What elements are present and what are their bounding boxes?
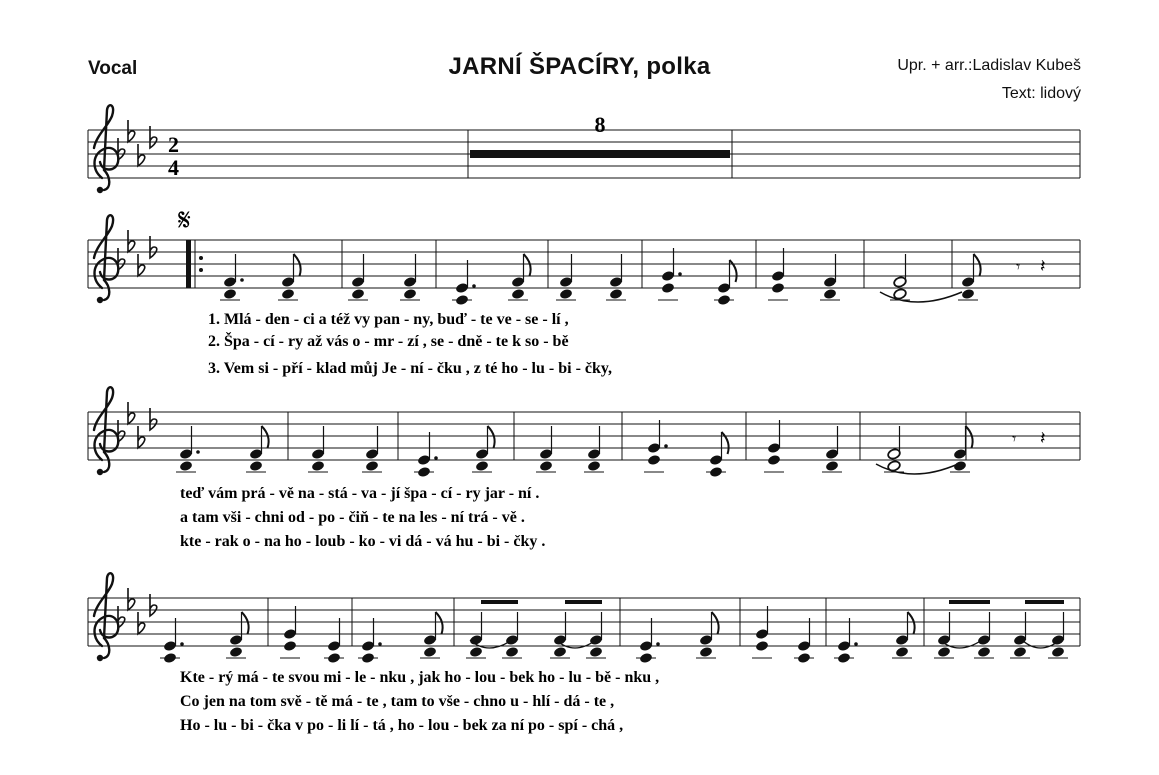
notehead	[825, 460, 839, 472]
notehead	[311, 460, 325, 472]
note-flag	[712, 612, 719, 634]
notehead	[709, 466, 723, 478]
augmentation-dot	[656, 642, 660, 646]
notehead	[559, 288, 573, 300]
treble-clef-icon	[94, 215, 118, 303]
augmentation-dot	[196, 450, 200, 454]
staff-system-1	[88, 105, 1080, 193]
notehead	[179, 460, 193, 472]
key-signature	[118, 588, 157, 634]
time-signature	[168, 132, 179, 180]
quarter-rest-icon: 𝄽	[1040, 428, 1046, 449]
notehead	[717, 294, 731, 306]
notehead	[797, 652, 811, 664]
notehead	[423, 646, 437, 658]
lyrics-system-2	[208, 311, 612, 377]
notehead	[229, 646, 243, 658]
staff-system-3	[88, 387, 1080, 478]
notehead	[755, 640, 769, 652]
augmentation-dot	[378, 642, 382, 646]
note-beam	[481, 600, 518, 604]
notehead	[639, 652, 653, 664]
notehead	[539, 460, 553, 472]
notehead	[1013, 646, 1027, 658]
multi-measure-rest	[470, 150, 730, 158]
segno-icon: 𝄋	[178, 203, 191, 238]
notehead	[283, 640, 297, 652]
augmentation-dot	[854, 642, 858, 646]
treble-clef-icon	[94, 573, 118, 661]
notehead	[505, 646, 519, 658]
staff-system-2	[88, 203, 1080, 306]
notehead	[223, 288, 237, 300]
note-beam	[565, 600, 602, 604]
quarter-rest-icon: 𝄽	[1040, 256, 1046, 277]
notehead	[977, 646, 991, 658]
lyrics-system-3	[180, 485, 545, 550]
multirest-count: 8	[594, 112, 606, 137]
note-flag	[908, 612, 915, 634]
notehead	[365, 460, 379, 472]
notehead	[1051, 646, 1065, 658]
lyric-line: 3. Vem si - pří - klad můj Je - ní - čku , z té ho - lu - bi - čky,	[208, 360, 613, 377]
notehead	[823, 288, 837, 300]
notehead	[163, 652, 177, 664]
notehead	[469, 646, 483, 658]
augmentation-dot	[180, 642, 184, 646]
notehead	[937, 646, 951, 658]
note-flag	[488, 426, 495, 448]
notehead	[361, 652, 375, 664]
notehead	[417, 466, 431, 478]
key-signature	[118, 120, 157, 166]
eighth-rest-icon: 𝄾	[1012, 429, 1017, 448]
treble-clef-icon	[94, 387, 118, 475]
note-flag	[966, 426, 973, 448]
svg-text:4: 4	[168, 155, 179, 180]
treble-clef-icon	[94, 105, 118, 193]
lyric-line: 2. Špa - cí - ry až vás o - mr - zí , se - dně - te k so - bě	[208, 333, 569, 350]
lyric-line: kte - rak o - na ho - loub - ko - vi dá - vá hu - bi - čky .	[180, 533, 546, 550]
notehead	[475, 460, 489, 472]
notehead	[589, 646, 603, 658]
notehead	[553, 646, 567, 658]
staff-system-4	[88, 573, 1080, 664]
page-title: JARNÍ ŠPACÍRY, polka	[448, 53, 711, 80]
svg-text:2: 2	[168, 132, 179, 157]
key-signature	[118, 402, 157, 448]
part-name: Vocal	[88, 58, 138, 79]
lyric-line: Ho - lu - bi - čka v po - li lí - tá , ho - lou - bek za ní po - spí - chá ,	[180, 717, 624, 734]
lyric-line: Co jen na tom svě - tě má - te , tam to vše - chno u - hlí - dá - te ,	[180, 693, 615, 710]
note-flag	[262, 426, 269, 448]
lyric-line: 1. Mlá - den - ci a též vy pan - ny, buď - te ve - se - lí ,	[208, 311, 569, 328]
lyricist-credit: Text: lidový	[1001, 85, 1081, 102]
note-beam	[1025, 600, 1064, 604]
notehead	[281, 288, 295, 300]
notehead	[327, 652, 341, 664]
eighth-rest-icon: 𝄾	[1016, 257, 1021, 276]
augmentation-dot	[664, 444, 668, 448]
note-flag	[524, 254, 531, 276]
note-beam	[949, 600, 990, 604]
augmentation-dot	[434, 456, 438, 460]
augmentation-dot	[240, 278, 244, 282]
notehead	[511, 288, 525, 300]
notehead	[647, 454, 661, 466]
notehead	[351, 288, 365, 300]
notehead	[661, 282, 675, 294]
notehead	[771, 282, 785, 294]
key-signature	[118, 230, 157, 276]
notehead	[609, 288, 623, 300]
lyric-line: Kte - rý má - te svou mi - le - nku , jak ho - lou - bek ho - lu - bě - nku ,	[180, 669, 660, 686]
augmentation-dot	[472, 284, 476, 288]
notehead	[699, 646, 713, 658]
note-flag	[722, 432, 729, 454]
notehead	[961, 288, 975, 300]
notehead	[837, 652, 851, 664]
notehead	[455, 294, 469, 306]
arranger-credit: Upr. + arr.:Ladislav Kubeš	[897, 57, 1081, 74]
lyrics-system-4	[180, 669, 659, 734]
note-flag	[730, 260, 737, 282]
lyric-line: teď vám prá - vě na - stá - va - jí špa - cí - ry jar - ní .	[180, 485, 540, 502]
notehead	[249, 460, 263, 472]
notehead	[403, 288, 417, 300]
note-flag	[436, 612, 443, 634]
note-flag	[974, 254, 981, 276]
notehead	[587, 460, 601, 472]
notehead	[895, 646, 909, 658]
notehead	[767, 454, 781, 466]
note-flag	[294, 254, 301, 276]
augmentation-dot	[678, 272, 682, 276]
note-flag	[242, 612, 249, 634]
lyric-line: a tam vši - chni od - po - čiň - te na les - ní trá - vě .	[180, 509, 525, 526]
